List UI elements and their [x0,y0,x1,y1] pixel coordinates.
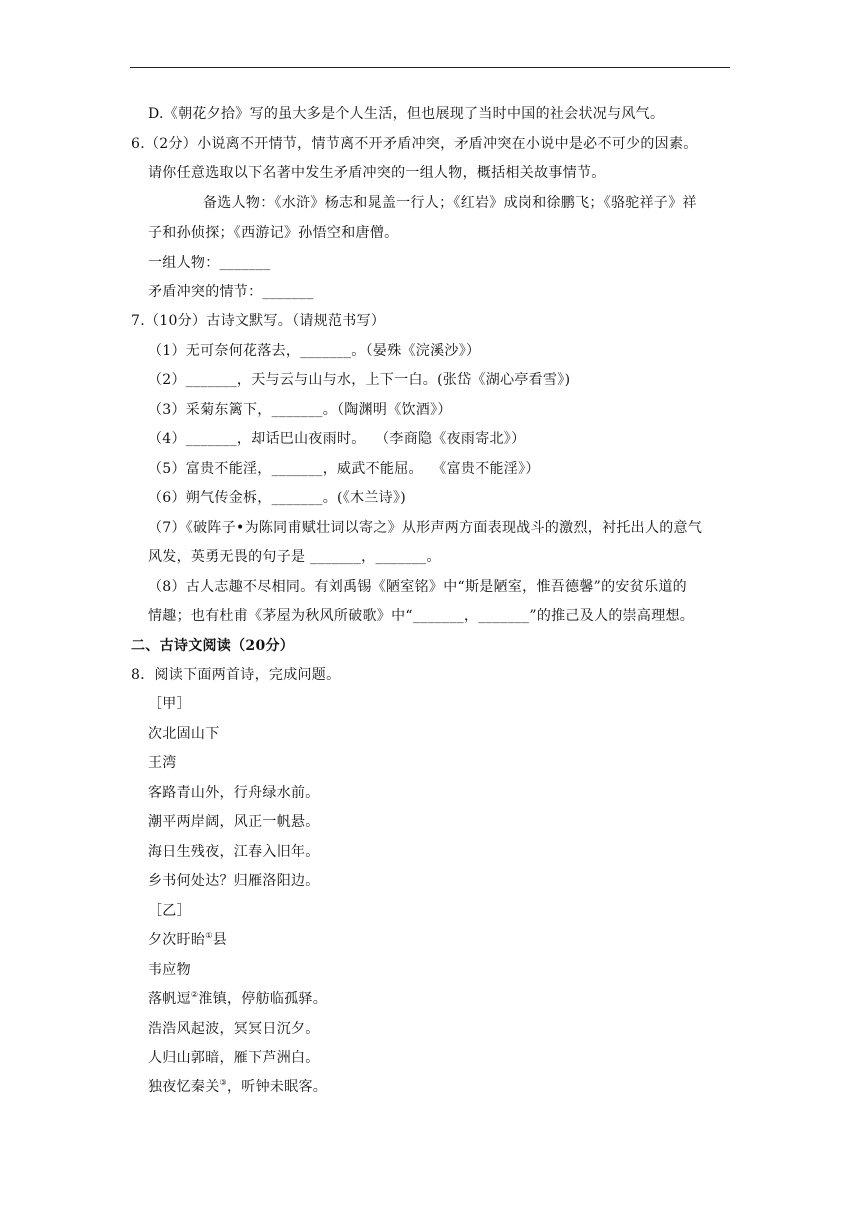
dictation-4: （4）_______，却话巴山夜雨时。 （李商隐《夜雨寄北》） [148,431,526,447]
dictation-6: （6）朔气传金柝，_______。(《木兰诗》) [148,490,407,506]
footnote-marker: ① [205,931,213,940]
poem-b-line-3: 人归山郭暗，雁下芦洲白。 [148,1050,320,1066]
dictation-1: （1）无可奈何花落去，_______。（晏殊《浣溪沙》） [148,343,481,359]
poem-a-author: 王湾 [148,755,177,771]
poem-b-line-4: 独夜忆秦关③，听钟未眠客。 [148,1078,328,1095]
question-8: 8．阅读下面两首诗，完成问题。 [131,667,341,683]
footnote-marker: ③ [219,1078,227,1087]
dictation-5: （5）富贵不能淫，_______，威武不能屈。 《富贵不能淫》） [148,461,540,477]
dictation-8: （8）古人志趣不尽相同。有刘禹锡《陋室铭》中“斯是陋室，惟吾德馨”的安贫乐道的 [148,579,687,595]
poem-b-line-2: 浩浩风起波，冥冥日沉夕。 [148,1021,320,1037]
answer-plot: 矛盾冲突的情节：_______ [148,284,314,300]
poem-a-title: 次北固山下 [148,726,220,742]
dictation-3: （3）采菊东篱下，_______。（陶渊明《饮酒》） [148,402,452,418]
dictation-7: （7）《破阵子•为陈同甫赋壮词以寄之》从形声两方面表现战斗的激烈，衬托出人的意气 [148,520,703,536]
candidate-characters-cont: 子和孙侦探；《西游记》孙悟空和唐僧。 [148,225,399,241]
poem-a-line-2: 潮平两岸阔，风正一帆悬。 [148,814,320,830]
poem-a-line-3: 海日生残夜，江春入旧年。 [148,844,320,860]
poem-b-label: ［乙］ [148,903,191,919]
poem-a-line-4: 乡书何处达？归雁洛阳边。 [148,873,320,889]
question-6-instruction: 请你任意选取以下名著中发生矛盾冲突的一组人物，概括相关故事情节。 [148,165,606,181]
poem-a-line-1: 客路青山外，行舟绿水前。 [148,785,320,801]
dictation-8-cont: 情趣；也有杜甫《茅屋为秋风所破歌》中“_______，_______”的推己及人的崇高理想。 [148,608,695,624]
section-2-heading: 二、古诗文阅读（20分） [131,638,295,654]
question-6: 6.（2分）小说离不开情节，情节离不开矛盾冲突，矛盾冲突在小说中是必不可少的因素。 [131,136,698,152]
option-d: D.《朝花夕拾》写的虽大多是个人生活，但也展现了当时中国的社会状况与风气。 [148,106,665,122]
answer-characters: 一组人物：_______ [148,255,271,271]
header-rule [130,67,730,68]
candidate-characters: 备选人物：《水浒》杨志和晁盖一行人；《红岩》成岗和徐鹏飞；《骆驼祥子》祥 [203,195,697,211]
poem-b-title: 夕次盱眙①县 [148,931,227,948]
poem-a-label: ［甲］ [148,696,191,712]
dictation-7-cont: 风发，英勇无畏的句子是 _______，_______。 [148,549,441,565]
footnote-marker: ② [190,990,199,999]
poem-b-line-1: 落帆逗②淮镇，停舫临孤驿。 [148,990,328,1007]
poem-b-author: 韦应物 [148,962,191,978]
dictation-2: （2）_______，天与云与山与水，上下一白。(张岱《湖心亭看雪》) [148,372,571,388]
question-7: 7.（10分）古诗文默写。（请规范书写） [131,313,386,329]
